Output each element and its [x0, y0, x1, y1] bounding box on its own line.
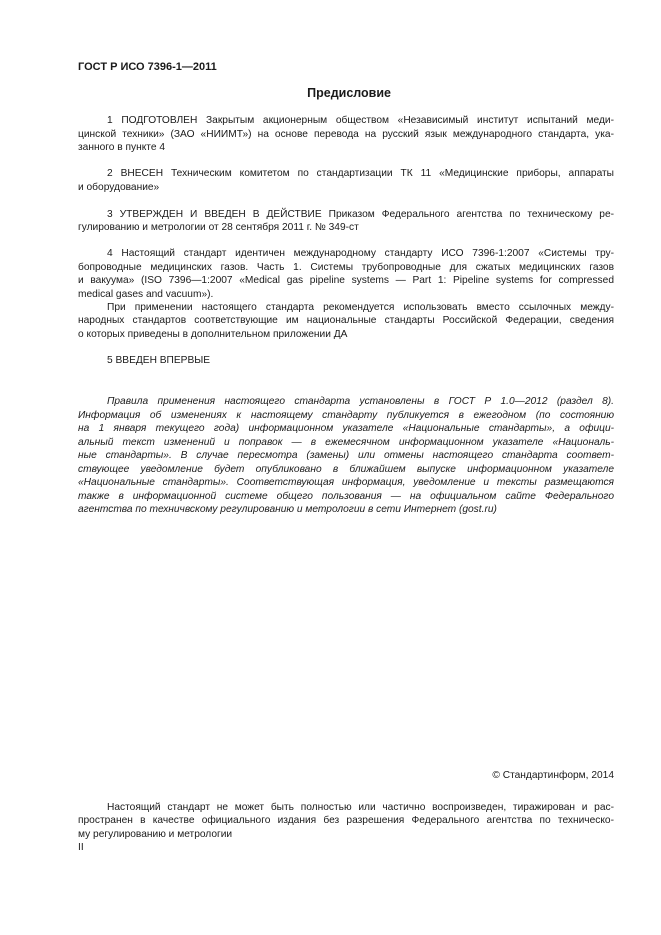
paragraph-line: цинской техники» (ЗАО «НИИМТ») на основе перевода на русский язык международного стандарта, ука-: [78, 129, 614, 140]
notice-line: также в информационной системе общего пользования — на официальном сайте Федерального: [78, 491, 614, 502]
notice-line: на 1 января текущего года) информационном указателе «Национальные стандарты», а офици-: [78, 423, 614, 434]
page-number: II: [78, 842, 84, 853]
notice-line: альный текст изменений и поправок — в ежемесячном информационном указателе «Националь-: [78, 437, 614, 448]
page-title: Предисловие: [307, 86, 391, 100]
paragraph-line: 3 УТВЕРЖДЕН И ВВЕДЕН В ДЕЙСТВИЕ Приказом Федерального агентства по техническому ре-: [107, 209, 614, 220]
footer-notice-line: Настоящий стандарт не может быть полностью или частично воспроизведен, тиражирован и рас-: [107, 802, 614, 813]
notice-line: Информация об изменениях к настоящему стандарту публикуется в ежегодном (по состоянию: [78, 410, 614, 421]
paragraph-line: и вакуума» (ISO 7396—1:2007 «Medical gas pipeline systems — Part 1: Pipeline systems for compressed: [78, 275, 614, 286]
paragraph-line: 2 ВНЕСЕН Техническим комитетом по стандартизации ТК 11 «Медицинские приборы, аппараты: [107, 168, 614, 179]
footer-notice-line: му регулированию и метрологии: [78, 829, 233, 840]
notice-line: ные стандарты». В случае пересмотра (замены) или отмены настоящего стандарта соответ-: [78, 450, 614, 461]
paragraph-line: занного в пункте 4: [78, 142, 166, 153]
paragraph-line: medical gases and vacuum»).: [78, 289, 214, 300]
footer-notice-line: пространен в качестве официального издания без разрешения Федерального агентства по техническо-: [78, 815, 614, 826]
copyright: © Стандартинформ, 2014: [492, 770, 614, 781]
paragraph-line: 1 ПОДГОТОВЛЕН Закрытым акционерным обществом «Независимый институт испытаний меди-: [107, 115, 614, 126]
document-header: ГОСТ Р ИСО 7396-1—2011: [78, 61, 217, 73]
paragraph-line: и оборудование»: [78, 182, 160, 193]
notice-line: Правила применения настоящего стандарта установлены в ГОСТ Р 1.0—2012 (раздел 8).: [107, 396, 614, 407]
notice-line: ствующее уведомление будет опубликовано в ближайшем выпуске информационном указателе: [78, 464, 614, 475]
paragraph-line: гулированию и метрологии от 28 сентября 2011 г. № 349-ст: [78, 222, 359, 233]
paragraph-line: 5 ВВЕДЕН ВПЕРВЫЕ: [107, 355, 211, 366]
paragraph-line: 4 Настоящий стандарт идентичен международному стандарту ИСО 7396-1:2007 «Системы тру-: [107, 248, 614, 259]
notice-line: агентства по техничвскому регулированию и метрологии в сети Интернет (gost.ru): [78, 504, 497, 515]
paragraph-line: о которых приведены в дополнительном приложении ДА: [78, 329, 348, 340]
paragraph-line: бопроводные медицинских газов. Часть 1. Системы трубопроводные для сжатых медицинских газов: [78, 262, 614, 273]
paragraph-line: народных стандартов соответствующие им национальные стандарты Российской Федерации, сведения: [78, 315, 614, 326]
notice-line: «Национальные стандарты». Соответствующая информация, уведомление и тексты размещаются: [78, 477, 614, 488]
paragraph-line: При применении настоящего стандарта рекомендуется использовать вместо ссылочных между-: [107, 302, 614, 313]
